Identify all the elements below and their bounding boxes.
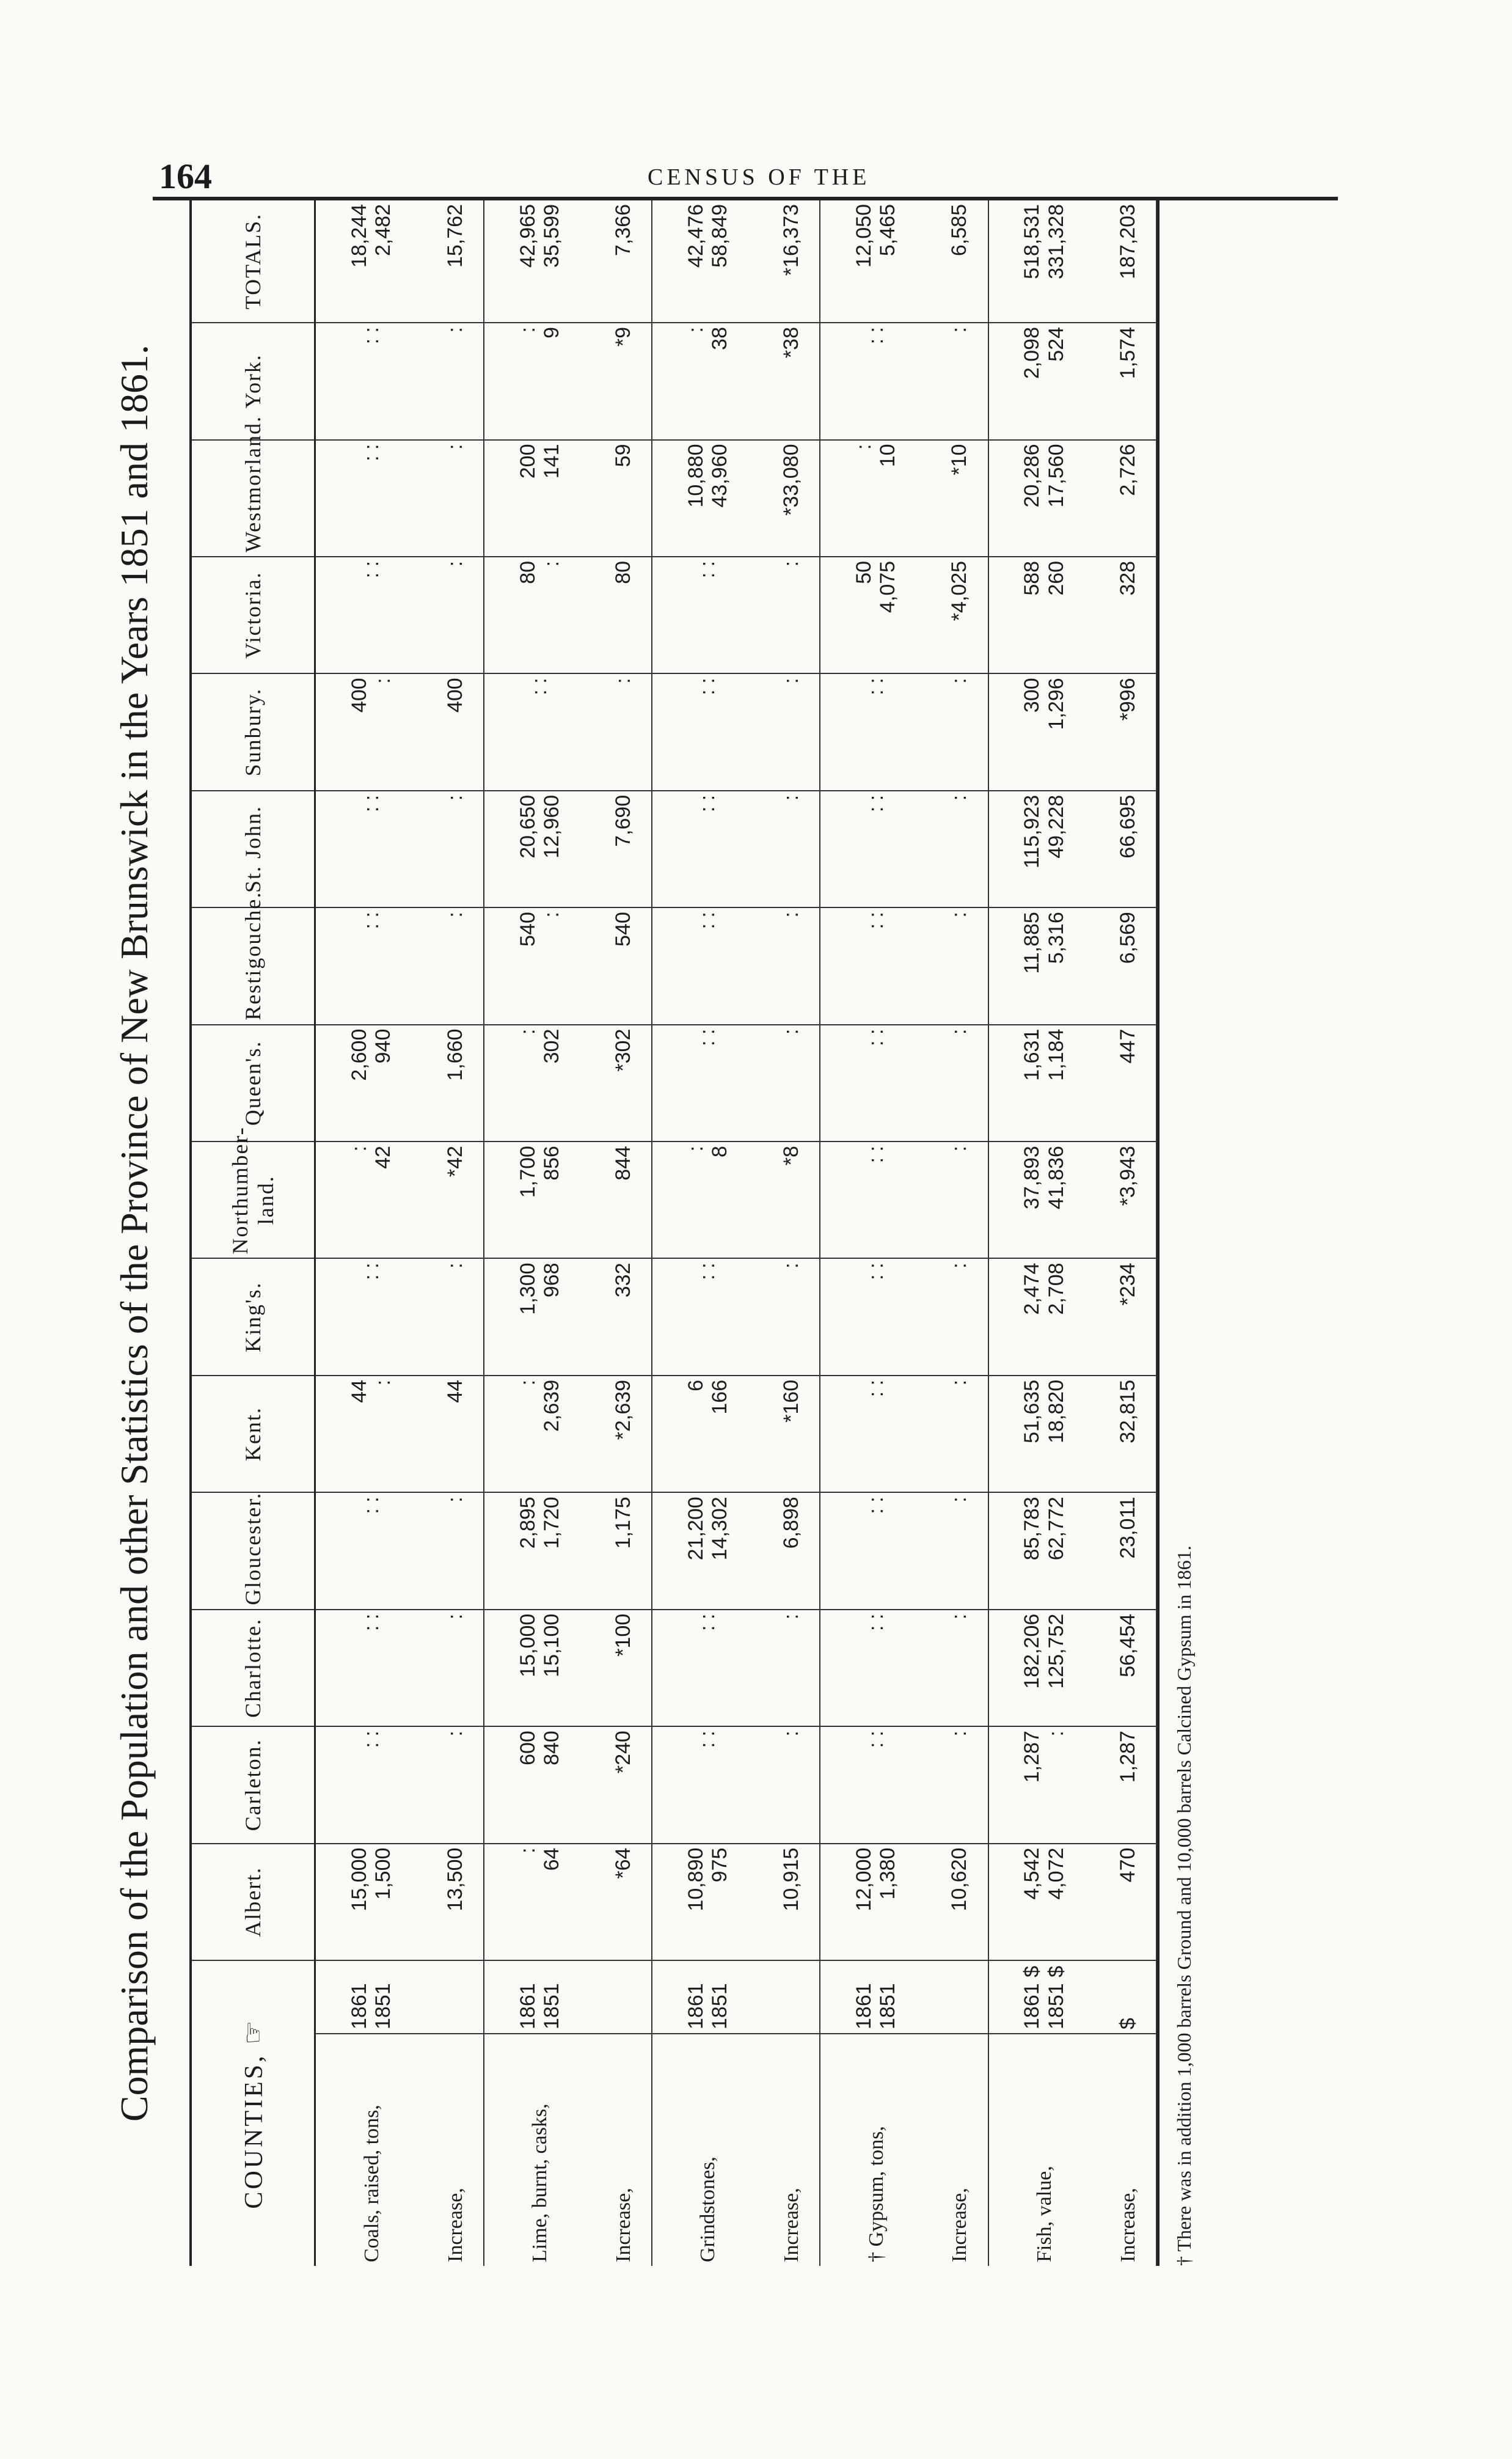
table-cell: 6,569 [1100, 907, 1156, 1024]
table-cell: 1,700 856 [484, 1142, 596, 1258]
col-header: Albert. [192, 1844, 315, 1960]
table-cell: : [427, 557, 484, 673]
table-cell: 187,203 [1100, 200, 1156, 323]
table-cell: 115,923 49,228 [988, 791, 1100, 907]
table-cell: 7,690 [596, 791, 652, 907]
table-cell: 23,011 [1100, 1492, 1156, 1609]
table-cell: : [427, 323, 484, 440]
table-cell: 600 840 [484, 1726, 596, 1843]
table-cell: : : [820, 673, 932, 790]
table-cell: *240 [596, 1726, 652, 1843]
row-label: Increase, [427, 2034, 484, 2266]
table-cell: *3,943 [1100, 1142, 1156, 1258]
table-cell: 182,206 125,752 [988, 1610, 1100, 1726]
row-years [932, 1960, 988, 2034]
table-cell: *9 [596, 323, 652, 440]
table-cell: 400 [427, 673, 484, 790]
table-body [315, 200, 1157, 2266]
table-row [764, 200, 820, 2266]
running-head: CENSUS OF THE [648, 164, 871, 190]
row-years: $ [1100, 1960, 1156, 2034]
table-cell: : : [820, 1610, 932, 1726]
table-cell: 200 141 [484, 440, 596, 557]
table-cell: : [764, 791, 820, 907]
col-header: Kent. [192, 1376, 315, 1492]
row-label: Fish, value, [1032, 2166, 1056, 2262]
table-cell: : [932, 1258, 988, 1375]
row-years: 1861 1851 [315, 1960, 428, 2034]
table-cell: *8 [764, 1142, 820, 1258]
table-cell: 1,660 [427, 1025, 484, 1142]
table-cell: *10 [932, 440, 988, 557]
table-cell: 10,915 [764, 1844, 820, 1960]
table-cell: : [932, 1376, 988, 1492]
table-cell: : [596, 673, 652, 790]
counties-label: COUNTIES, [239, 2053, 268, 2209]
table-cell: 12,050 5,465 [820, 200, 932, 323]
table-cell: 844 [596, 1142, 652, 1258]
table-cell: 7,366 [596, 200, 652, 323]
table-cell: 32,815 [1100, 1376, 1156, 1492]
table-cell: 15,000 1,500 [315, 1844, 428, 1960]
table-cell: : [932, 1492, 988, 1609]
table-cell: : : [315, 1726, 428, 1843]
rotated-table-block [98, 200, 1234, 2266]
table-cell: 1,175 [596, 1492, 652, 1609]
row-label: Increase, [764, 2034, 820, 2266]
table-cell: 400 : [315, 673, 428, 790]
table-cell: : [932, 323, 988, 440]
table-cell: : : [652, 1025, 764, 1142]
col-header: Westmorland. [192, 440, 315, 557]
table-cell: : [932, 1726, 988, 1843]
table-cell: : : [652, 791, 764, 907]
table-cell: 328 [1100, 557, 1156, 673]
table-cell: 37,893 41,836 [988, 1142, 1100, 1258]
table-cell: : : [820, 907, 932, 1024]
table-cell: 80 [596, 557, 652, 673]
table-cell: : [764, 1726, 820, 1843]
pointing-hand-icon: ☞ [238, 2018, 268, 2045]
table-cell: : [764, 1025, 820, 1142]
row-years: 1861 $ 1851 $ [988, 1960, 1100, 2034]
table-cell: : 9 [484, 323, 596, 440]
table-row [820, 200, 932, 2266]
table-cell: : : [652, 907, 764, 1024]
row-years: 1861 1851 [820, 1960, 932, 2034]
header-row [192, 200, 315, 2266]
table-cell: 470 [1100, 1844, 1156, 1960]
table-cell: : [427, 1492, 484, 1609]
table-cell: : : [820, 1492, 932, 1609]
table-cell: : [932, 1025, 988, 1142]
table-cell: : [764, 673, 820, 790]
table-cell: 6,898 [764, 1492, 820, 1609]
col-header: Victoria. [192, 557, 315, 673]
table-cell: 2,600 940 [315, 1025, 428, 1142]
table-cell: 20,650 12,960 [484, 791, 596, 907]
table-cell: : 2,639 [484, 1376, 596, 1492]
table-cell: : : [820, 1376, 932, 1492]
table-cell: *16,373 [764, 200, 820, 323]
table-cell: 518,531 331,328 [988, 200, 1100, 323]
table-cell: *996 [1100, 673, 1156, 790]
table-row [596, 200, 652, 2266]
statistics-table [189, 200, 1160, 2266]
table-cell: 4,542 4,072 [988, 1844, 1100, 1960]
table-cell: : : [652, 1610, 764, 1726]
table-cell: : 302 [484, 1025, 596, 1142]
table-cell: : : [652, 1258, 764, 1375]
table-cell: : [932, 1610, 988, 1726]
table-cell: : : [315, 557, 428, 673]
table-cell: : [764, 1258, 820, 1375]
col-header: TOTALS. [192, 200, 315, 323]
table-cell: 18,244 2,482 [315, 200, 428, 323]
table-cell: 15,762 [427, 200, 484, 323]
table-cell: : 38 [652, 323, 764, 440]
col-header: York. [192, 323, 315, 440]
table-row [652, 200, 764, 2266]
table-row [932, 200, 988, 2266]
table-cell: *160 [764, 1376, 820, 1492]
table-cell: 50 4,075 [820, 557, 932, 673]
table-row [1100, 200, 1156, 2266]
table-cell: *2,639 [596, 1376, 652, 1492]
table-cell: : 8 [652, 1142, 764, 1258]
page-number: 164 [159, 156, 212, 196]
table-cell: : [764, 1610, 820, 1726]
table-cell: 44 [427, 1376, 484, 1492]
table-cell: 6,585 [932, 200, 988, 323]
row-label: Grindstones, [696, 2157, 720, 2262]
col-header: St. John. [192, 791, 315, 907]
col-header: Sunbury. [192, 673, 315, 790]
col-header: Charlotte. [192, 1610, 315, 1726]
table-cell: *38 [764, 323, 820, 440]
table-cell: : : [315, 440, 428, 557]
table-cell: : : [820, 1025, 932, 1142]
table-cell: : [427, 1610, 484, 1726]
row-label: Coals, raised, tons, [360, 2105, 383, 2262]
row-label: Increase, [596, 2034, 652, 2266]
table-cell: : : [652, 1726, 764, 1843]
table-cell: 1,287 [1100, 1726, 1156, 1843]
table-row [988, 200, 1100, 2266]
table-cell: : : [820, 791, 932, 907]
table-cell: : : [652, 673, 764, 790]
table-cell: *4,025 [932, 557, 988, 673]
table-cell: : [932, 673, 988, 790]
table-cell: 540 : [484, 907, 596, 1024]
table-cell: : 10 [820, 440, 932, 557]
table-cell: 10,620 [932, 1844, 988, 1960]
table-cell: 21,200 14,302 [652, 1492, 764, 1609]
table-cell: *42 [427, 1142, 484, 1258]
table-cell: 56,454 [1100, 1610, 1156, 1726]
footnote: † There was in addition 1,000 barrels Ground and 10,000 barrels Calcined Gypsum in 1861. [1173, 1545, 1195, 2266]
table-cell: : : [315, 907, 428, 1024]
row-years [427, 1960, 484, 2034]
row-label: Lime, burnt, casks, [528, 2103, 552, 2262]
table-cell: : [932, 907, 988, 1024]
counties-header [192, 1960, 315, 2266]
row-label: Increase, [932, 2034, 988, 2266]
col-header: Gloucester. [192, 1492, 315, 1609]
table-cell: : : [820, 1258, 932, 1375]
table-title: Comparison of the Population and other Statistics of the Province of New Brunswick in the Years 1851 and 1861. [112, 344, 156, 2122]
table-cell: : [427, 440, 484, 557]
col-header: Queen's. [192, 1025, 315, 1142]
table-cell: : [427, 1258, 484, 1375]
table-cell: 332 [596, 1258, 652, 1375]
row-label: Increase, [1100, 2034, 1156, 2266]
table-cell: 51,635 18,820 [988, 1376, 1100, 1492]
table-cell: : 64 [484, 1844, 596, 1960]
row-years: 1861 1851 [484, 1960, 596, 2034]
table-cell: : : [315, 1492, 428, 1609]
table-cell: 2,474 2,708 [988, 1258, 1100, 1375]
table-cell: 1,287 : [988, 1726, 1100, 1843]
row-years [596, 1960, 652, 2034]
table-cell: : [932, 791, 988, 907]
table-cell: : : [315, 1610, 428, 1726]
table-cell: : : [315, 791, 428, 907]
table-cell: 42,476 58,849 [652, 200, 764, 323]
table-cell: 11,885 5,316 [988, 907, 1100, 1024]
table-cell: 59 [596, 440, 652, 557]
table-cell: 85,783 62,772 [988, 1492, 1100, 1609]
table-cell: 2,726 [1100, 440, 1156, 557]
table-cell: : 42 [315, 1142, 428, 1258]
table-cell: *302 [596, 1025, 652, 1142]
table-cell: 1,574 [1100, 323, 1156, 440]
table-cell: 1,300 968 [484, 1258, 596, 1375]
table-cell: 447 [1100, 1025, 1156, 1142]
table-cell: 10,880 43,960 [652, 440, 764, 557]
col-header: Carleton. [192, 1726, 315, 1843]
row-years [764, 1960, 820, 2034]
table-cell: : [427, 1726, 484, 1843]
row-years: 1861 1851 [652, 1960, 764, 2034]
table-cell: *33,080 [764, 440, 820, 557]
row-label: † Gypsum, tons, [864, 2126, 888, 2262]
col-header: Northumber-land. [192, 1142, 315, 1258]
table-cell: : [932, 1142, 988, 1258]
table-cell: *64 [596, 1844, 652, 1960]
table-cell: : : [315, 1258, 428, 1375]
table-cell: 6 166 [652, 1376, 764, 1492]
table-row [315, 200, 428, 2266]
table-cell: : : [820, 1726, 932, 1843]
table-cell: 20,286 17,560 [988, 440, 1100, 557]
table-cell: 44 : [315, 1376, 428, 1492]
table-cell: 13,500 [427, 1844, 484, 1960]
table-row [484, 200, 596, 2266]
table-cell: 300 1,296 [988, 673, 1100, 790]
table-cell: : : [484, 673, 596, 790]
table-cell: : [764, 907, 820, 1024]
table-cell: 66,695 [1100, 791, 1156, 907]
table-cell: 12,000 1,380 [820, 1844, 932, 1960]
table-cell: 2,098 524 [988, 323, 1100, 440]
table-cell: 2,895 1,720 [484, 1492, 596, 1609]
table-cell: 42,965 35,599 [484, 200, 596, 323]
table-cell: 1,631 1,184 [988, 1025, 1100, 1142]
table-cell: : [427, 907, 484, 1024]
table-cell: 10,890 975 [652, 1844, 764, 1960]
table-cell: *234 [1100, 1258, 1156, 1375]
col-header: King's. [192, 1258, 315, 1375]
table-cell: *100 [596, 1610, 652, 1726]
table-cell: : [764, 557, 820, 673]
table-cell: : : [820, 1142, 932, 1258]
table-cell: 15,000 15,100 [484, 1610, 596, 1726]
table-cell: 588 260 [988, 557, 1100, 673]
col-header: Restigouche. [192, 907, 315, 1024]
table-cell: 80 : [484, 557, 596, 673]
table-cell: : : [820, 323, 932, 440]
table-cell: : [427, 791, 484, 907]
table-cell: : : [315, 323, 428, 440]
table-cell: 540 [596, 907, 652, 1024]
table-cell: : : [652, 557, 764, 673]
table-row [427, 200, 484, 2266]
